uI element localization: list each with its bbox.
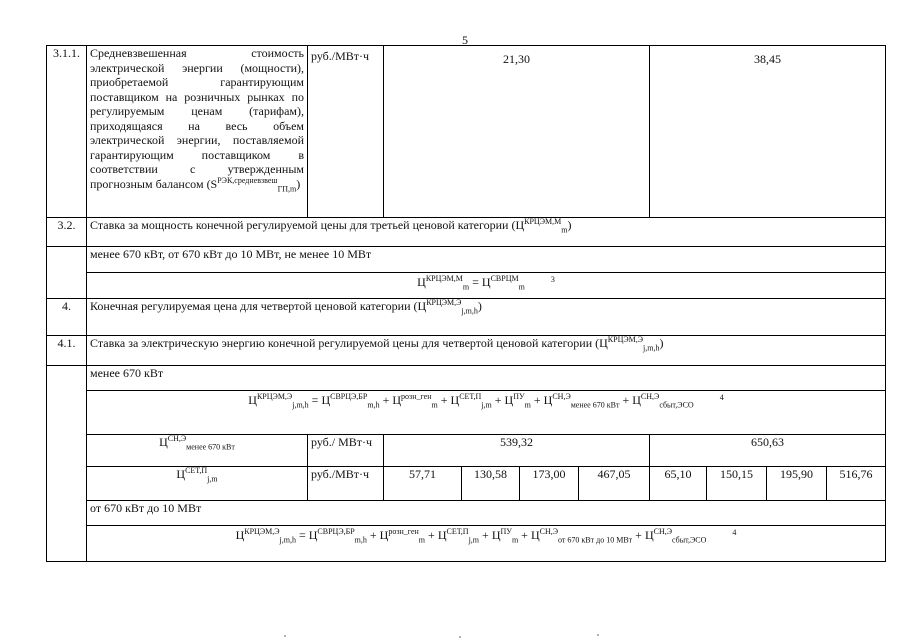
sn-label: $Ц^{СН,Э}_{менее 670 кВт}$ [87,435,308,467]
row-title: Ставка за электрическую энергию конечной регулируемой цены для четвертой ценовой категории $(Ц^{КРЦЭМ,Э}_{j,m,h})$ [87,336,886,366]
row-number: 3.2. [47,218,87,247]
scan-artifact [0,618,905,638]
row-3-1-1 [47,46,886,218]
value-cell: 516,76 [827,467,886,501]
row-number: 4.1. [47,336,87,366]
footnote-marker: 4 [719,393,724,402]
formula-4-1-670-10: $Ц^{КРЦЭМ,Э}_{j,m,h} = Ц^{СВРЦЭ,БР}_{m,h} + Ц^{розн\_ген}_m + Ц^{СЕТ,П}_{j,m} + Ц^{ПУ}_m + Ц^{СН,Э}_{от 670 кВт до 10 МВт} + Ц^{СН,Э}_{сбыт,ЭСО}^4$ [87,526,886,562]
value-cell: 65,10 [650,467,707,501]
page-number: 5 [462,33,468,47]
value-cell: 38,45 [650,46,886,218]
value-cell: 650,63 [650,435,886,467]
formula-4-1-less-670: $Ц^{КРЦЭМ,Э}_{j,m,h} = Ц^{СВРЦЭ,БР}_{m,h} + Ц^{розн\_ген}_m + Ц^{СЕТ,П}_{j,m} + Ц^{ПУ}_m + Ц^{СН,Э}_{менее 670 кВт} + Ц^{СН,Э}_{сбыт,ЭСО}^4$ [87,391,886,435]
value-cell: 195,90 [767,467,827,501]
unit-cell: руб./ МВт·ч [308,435,384,467]
row-number: 4. [47,299,87,336]
category-row [47,366,886,391]
unit-cell: руб./МВт·ч [308,46,384,218]
sn-row [47,435,886,467]
value-cell: 467,05 [579,467,650,501]
value-cell: 150,15 [707,467,767,501]
row-number: 3.1.1. [47,46,87,218]
formula-row [47,526,886,562]
row-3-2 [47,218,886,247]
footnote-marker: 3 [550,275,555,284]
value-cell: 130,58 [462,467,520,501]
category-row [47,247,886,273]
value-cell: 173,00 [520,467,579,501]
row-title: Конечная регулируемая цена для четвертой ценовой категории $(Ц^{КРЦЭМ,Э}_{j,m,h})$ [87,299,886,336]
category-label: от 670 кВт до 10 МВт [87,501,886,526]
tariff-table [46,45,886,562]
row-title: Ставка за мощность конечной регулируемой цены для третьей ценовой категории $(Ц^{КРЦЭМ,М}_m)$ [87,218,886,247]
set-label: $Ц^{СЕТ,П}_{j,m}$ [87,467,308,501]
category-row [47,501,886,526]
value-cell: 539,32 [384,435,650,467]
row-4-1 [47,336,886,366]
unit-cell: руб./МВт·ч [308,467,384,501]
value-cell: 57,71 [384,467,462,501]
symbol-s: $(S^{РЭК,средневзвеш}_{ГП,m})$ [206,175,301,193]
set-row [47,467,886,501]
category-label: менее 670 кВт [87,366,886,391]
formula-row [47,391,886,435]
footnote-marker: 4 [732,528,737,537]
row-description: Средневзвешенная стоимость электрической энергии (мощности), приобретаемой гарантирующим поставщиком на розничных рынках по регулируемым ценам (тарифам), приходящаяся на весь объем электрической энергии, поставляемой гарантирующим поставщиком в соответствии с утвержденным прогнозным балансом $(S^{РЭК,средневзвеш}_{ГП,m})$ [87,46,308,218]
category-label: менее 670 кВт, от 670 кВт до 10 МВт, не менее 10 МВт [87,247,886,273]
formula-row [47,273,886,299]
value-cell: 21,30 [384,46,650,218]
formula-3-2: $Ц^{КРЦЭМ,М}_m = Ц^{СВРЦМ}_m^3$ [87,273,886,299]
row-4 [47,299,886,336]
